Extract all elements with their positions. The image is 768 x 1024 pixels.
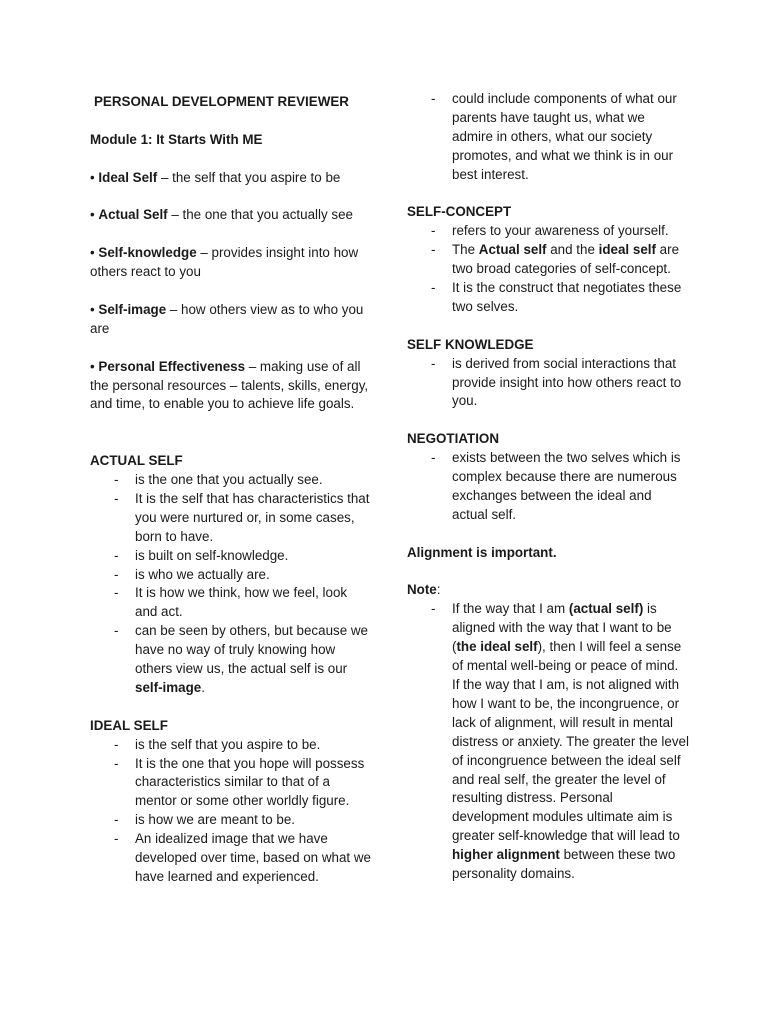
item-text: between these two personality domains. xyxy=(452,847,676,882)
section-heading-ideal-self: IDEAL SELF xyxy=(90,717,168,733)
definition-personal-effectiveness xyxy=(90,358,372,415)
definition-text: – provides insight into how others react to you xyxy=(90,245,359,280)
bullet: • xyxy=(90,245,99,261)
item-text: If the way that I am xyxy=(452,601,569,617)
note-heading xyxy=(407,581,689,600)
definition-text: – making use of all the personal resources – talents, skills, energy, and time, to enable you to achieve life goals. xyxy=(90,358,369,412)
list-item xyxy=(407,241,689,279)
definition-text: – the self that you aspire to be xyxy=(157,169,341,185)
definition-ideal-self xyxy=(90,169,372,188)
item-text: can be seen by others, but because we have no way of truly knowing how others view us, the actual self is our xyxy=(135,623,369,677)
list-item: - is derived from social interactions that provide insight into how others react to you. xyxy=(407,355,689,412)
list-item: - It is how we think, how we feel, look and act. xyxy=(90,584,372,622)
alignment-statement xyxy=(407,544,689,563)
bullet: • xyxy=(90,207,99,223)
self-concept-list xyxy=(407,222,689,317)
negotiation-list xyxy=(407,449,689,525)
list-item: - is built on self-knowledge. xyxy=(90,547,372,566)
list-item: - It is the one that you hope will possess characteristics similar to that of a mentor or some other worldly figure. xyxy=(90,755,372,812)
item-bold-text: ideal self xyxy=(598,242,656,258)
definition-self-image xyxy=(90,301,372,339)
term: Actual Self xyxy=(98,207,168,223)
term: Personal Effectiveness xyxy=(98,358,246,374)
term: Ideal Self xyxy=(98,169,158,185)
note-list xyxy=(407,600,689,884)
item-text: are two broad categories of self-concept. xyxy=(452,242,680,277)
list-item: - exists between the two selves which is complex because there are numerous exchanges between the ideal and actual self. xyxy=(407,449,689,525)
item-text: is aligned with the way that I want to be ( xyxy=(452,601,672,655)
definition-actual-self xyxy=(90,206,372,225)
item-bold-text: self-image xyxy=(135,679,202,695)
note-colon: : xyxy=(436,582,441,598)
list-item: - is the self that you aspire to be. xyxy=(90,736,372,755)
document-title: PERSONAL DEVELOPMENT REVIEWER xyxy=(94,94,349,109)
item-bold-text: (actual self) xyxy=(568,601,644,617)
list-item: - It is the construct that negotiates these two selves. xyxy=(407,279,689,317)
module-heading: Module 1: It Starts With ME xyxy=(90,131,263,147)
self-knowledge-list xyxy=(407,355,689,412)
actual-self-list xyxy=(90,471,372,698)
item-text: and the xyxy=(546,242,599,258)
item-text: . xyxy=(201,679,205,695)
section-heading-self-knowledge: SELF KNOWLEDGE xyxy=(407,336,534,352)
bullet: • xyxy=(90,358,99,374)
section-heading-actual-self: ACTUAL SELF xyxy=(90,453,183,469)
list-item: - could include components of what our parents have taught us, what we admire in others, what our society promotes, and what we think is in our best interest. xyxy=(407,90,689,185)
right-column xyxy=(407,90,689,903)
bullet: • xyxy=(90,169,99,185)
bullet: • xyxy=(90,301,99,317)
alignment-text: Alignment is important. xyxy=(407,544,557,560)
item-bold-text: higher alignment xyxy=(452,847,560,863)
section-heading-self-concept: SELF-CONCEPT xyxy=(407,204,512,220)
item-bold-text: Actual self xyxy=(478,242,547,258)
list-item: - refers to your awareness of yourself. xyxy=(407,222,689,241)
section-heading-negotiation: NEGOTIATION xyxy=(407,431,499,447)
list-item: - is how we are meant to be. xyxy=(90,811,372,830)
list-item xyxy=(90,622,372,698)
item-bold-text: the ideal self xyxy=(456,639,538,655)
ideal-self-list xyxy=(90,736,372,887)
list-item xyxy=(407,600,689,884)
list-item: - is the one that you actually see. xyxy=(90,471,372,490)
item-text: The xyxy=(452,242,479,258)
list-item: - An idealized image that we have developed over time, based on what we have learned and experienced. xyxy=(90,830,372,887)
list-item: - is who we actually are. xyxy=(90,566,372,585)
continued-list xyxy=(407,90,689,185)
spacer xyxy=(90,433,372,452)
left-column xyxy=(90,90,372,906)
definition-self-knowledge xyxy=(90,244,372,282)
definition-text: – how others view as to who you are xyxy=(90,301,364,336)
note-label: Note xyxy=(407,582,437,598)
term: Self-image xyxy=(98,301,167,317)
definition-text: – the one that you actually see xyxy=(167,207,353,223)
term: Self-knowledge xyxy=(98,245,197,261)
list-item: - It is the self that has characteristics that you were nurtured or, in some cases, born to have. xyxy=(90,490,372,547)
item-text: ), then I will feel a sense of mental well-being or peace of mind. If the way that I am, is not aligned with how I want to be, the incongruence, or lack of alignment, will result in mental distress or anxiety. The greater the level of incongruence between the ideal self and real self, the greater the level of resulting distress. Personal development modules ultimate aim is greater self-knowledge that will lead to xyxy=(452,639,689,844)
